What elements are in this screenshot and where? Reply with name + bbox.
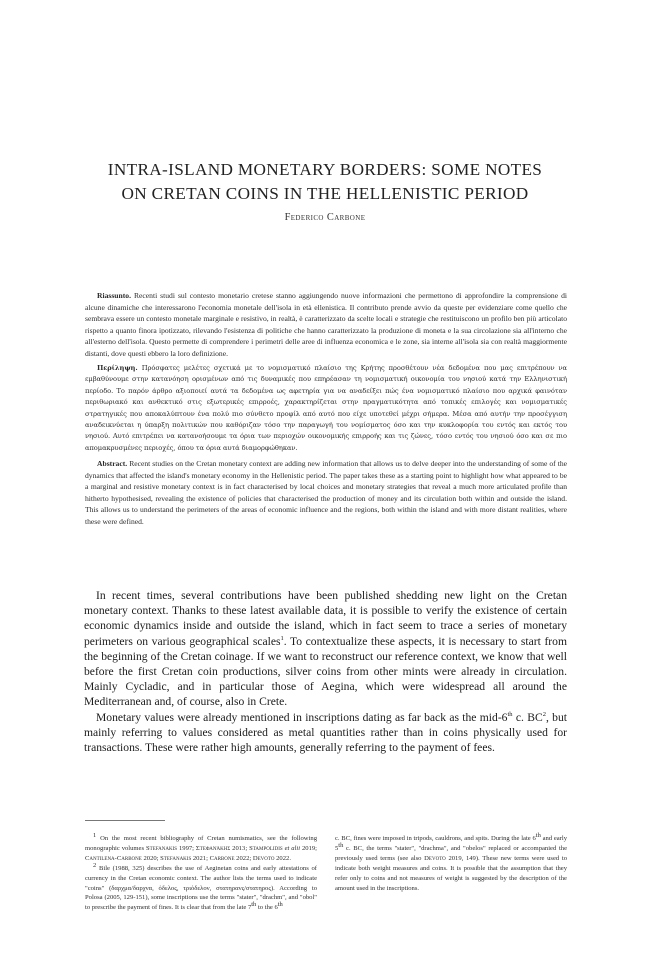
citation-author: Carbone: [209, 854, 235, 862]
ordinal-suffix: th: [535, 831, 541, 839]
abstract-greek-text: Πρόσφατες μελέτες σχετικά με το νομισματικό πλαίσιο της Κρήτης προσθέτουν νέα δεδομένα που μας επιτρέπουν να εμβαθύνουμε στην κατανόηση ορισμένων από τις δυναμικές που επηρέασαν τη νομισματική οικονομία του νησιού κατά την Ελληνιστική περίοδο. Το παρόν άρθρο αξιοποιεί αυτά τα δεδομένα ως αφετηρία για να αναδείξει πώς ένα νομισματικό πλαίσιο που αρχικά φαινόταν περιθωριακό και ανθεκτικό στις εξωτερικές επιρροές, χαρακτηρίζεται στην πραγματικότητα από τοπικές επιλογές και νομισματικές στρατηγικές που αποκαλύπτουν ένα πολύ πιο σύνθετο προφίλ από αυτό που είχε υποτεθεί μέχρι σήμερα. Μέσα από αυτήν την προσέγγιση αναδεικνύεται η ύπαρξη πολιτικών που καθόριζαν τόσο την παραγωγή του νομίσματος όσο και την κυκλοφορία του εντός και εκτός του νησιού. Αυτό επιτρέπει να κατανοήσουμε τα όρια των περιοχών οικονομικής επιρροής και τις ζώνες, τόσο εντός του νησιού όσο και σε πιο απομακρυσμένες περιοχές, όπου τα όρια αυτά διαμορφώθηκαν.: [85, 364, 568, 452]
footnotes-column-right: [335, 831, 568, 913]
footnote-ref-1[interactable]: 1: [280, 634, 284, 642]
citation-author: Devoto: [252, 854, 275, 862]
footnote-1-text: 1997;: [177, 844, 196, 852]
footnote-ref-2[interactable]: 2: [542, 710, 546, 718]
footnote-divider: [85, 820, 165, 821]
footnote-2-text: 2019, 149). These new terms were used to indicate both weight measures and coins. It is possible that the assumption that they refer only to coins and not measures of weight is suggested by the description of the amount used in the inscriptions.: [335, 854, 567, 892]
footnote-2: [85, 861, 317, 914]
body-paragraph-1: [84, 588, 567, 710]
abstract-italian-text: Recenti studi sul contesto monetario cretese stanno aggiungendo nuove informazioni che permettono di approfondire la comprensione di alcune dinamiche che interessarono l'economia monetale dell'isola in età ellenistica. Il contributo prende avvio da queste per evidenziare come quello che sembrava essere un contesto monetale marginale e resistivo, in realtà, è caratterizzato da scelte locali e strategie che restituiscono un profilo ben più articolato rispetto a quanto finora ipotizzato, rilevando l'esistenza di politiche che hanno caratterizzato la produzione di moneta e la sua circolazione sia all'interno che all'esterno dell'isola. Questo permette di comprendere i perimetri delle aree di influenza economica e le zone, sia interne all'isola sia con realtà maggiormente distanti, dove questi ebbero la loro definizione.: [85, 291, 567, 358]
body-paragraph-2: [84, 710, 567, 756]
footnote-2-text: Bile (1988, 325) describes the use of Aeginetan coins and early attestations of currency in the Cretan economic context. The author lists the terms used to indicate "coins" (δαρχμα/δαρχνα, ὀδελος, τριὀδελον, στατηρανς/στατηρος). According to Polosa (2005, 129-151), some inscriptions use the terms "stater", "drachm", and "obol" to prescribe the payment of fines. It is clear that from the late 7: [85, 864, 317, 912]
abstract-greek-label: Περίληψη.: [97, 364, 138, 372]
abstract-english-text: Recent studies on the Cretan monetary context are adding new information that allows us to delve deeper into the understanding of some of the dynamics that affected the island's monetary economy in the Hellenistic period. The paper takes these as a starting point to highlight how what appeared to be a marginal and resistive monetary context is in fact characterised by local choices and monetary strategies that reveal a much more articulated profile than hitherto hypothesised, revealing the existence of policies that characterised the production of money and its circulation both within and outside the island. This allows us to understand the perimeters of the areas of economic influence and the regions, both within the island and with more distant realities, where these were defined.: [85, 459, 568, 526]
body-p1-text-b: . To contextualize these aspects, it is necessary to start from the beginning of the Cretan coinage. If we want to reconstruct our reference context, we know that well before the first Cretan coin productions, silver coins from other mints were already in circulation. Mainly Cycladic, and in particular those of Aegina, which were widespread all around the Mediterranean and, of course, also in Crete.: [84, 634, 567, 709]
title-line-2: ON CRETAN COINS IN THE HELLENISTIC PERIOD: [121, 184, 529, 203]
body-p2-text-b: c. BC: [512, 710, 543, 724]
footnote-1-text: 2019;: [300, 844, 317, 852]
ordinal-suffix: th: [507, 710, 513, 718]
title-line-1: INTRA-ISLAND MONETARY BORDERS: SOME NOTES: [107, 160, 543, 179]
footnotes-column-left: [85, 831, 317, 913]
footnote-2-text: to the 6: [256, 904, 278, 912]
citation-author: Devoto: [424, 854, 446, 862]
abstract-greek: [85, 363, 567, 454]
abstract-english: [85, 458, 567, 527]
footnote-2-number: 2: [93, 861, 97, 869]
abstract-english-label: Abstract.: [97, 459, 128, 469]
footnote-2-continued: [335, 831, 568, 893]
footnote-1-number: 1: [93, 831, 97, 839]
author-name: Federico Carbone: [284, 212, 366, 223]
footnote-1-text: 2022.: [274, 854, 291, 862]
citation-author: Stefanakis: [160, 854, 192, 862]
footnote-2-text: c. BC, the terms "stater", "drachma", and "obelos" replaced or accompanied the previously used terms (see also: [335, 844, 567, 862]
abstract-italian-label: Riassunto.: [97, 291, 131, 300]
abstracts-block: [85, 290, 567, 531]
abstract-italian: [85, 290, 567, 359]
body-p1-text-a: In recent times, several contributions have been published shedding new light on the Cretan monetary context. Thanks to these latest available data, it is possible to verify the existence of certain economic dynamics inside and outside the island, which in fact seem to trace a series of monetary perimeters on various geographical scales: [84, 589, 567, 648]
footnote-1-text: 2020;: [141, 854, 161, 862]
article-title: [60, 158, 590, 206]
citation-author: Stefanakis: [145, 844, 178, 852]
ordinal-suffix: th: [277, 901, 283, 909]
footnote-1-text: 2022;: [234, 854, 253, 862]
footnote-2-text: c. BC, fines were imposed in tripods, cauldrons, and spits. During the late 6: [335, 835, 536, 842]
footnote-1: [85, 831, 317, 864]
footnote-2-text: and early 5: [335, 835, 568, 852]
footnote-1-text: On the most recent bibliography of Cretan numismatics, see the following monographic volumes: [85, 835, 317, 852]
footnote-1-text: 2013;: [230, 844, 250, 852]
body-p2-text-a: Monetary values were already mentioned in inscriptions dating as far back as the mid-6: [96, 710, 508, 724]
footnotes-block: [85, 831, 568, 913]
body-p2-text-c: , but mainly referring to values considered as metal quantities rather than in coins physically used for transactions. These were rather high amounts, generally referring to the payment of fees.: [84, 710, 567, 755]
ordinal-suffix: th: [251, 901, 257, 909]
main-text: [84, 588, 567, 755]
citation-author: Cantilena-Carbone: [85, 854, 142, 862]
footnote-1-etal: et alii: [284, 844, 301, 852]
footnote-1-text: 2021;: [191, 854, 210, 862]
ordinal-suffix: th: [338, 841, 344, 849]
citation-author: Στεφανάκης: [195, 844, 231, 852]
citation-author: Stampolidis: [249, 844, 283, 852]
